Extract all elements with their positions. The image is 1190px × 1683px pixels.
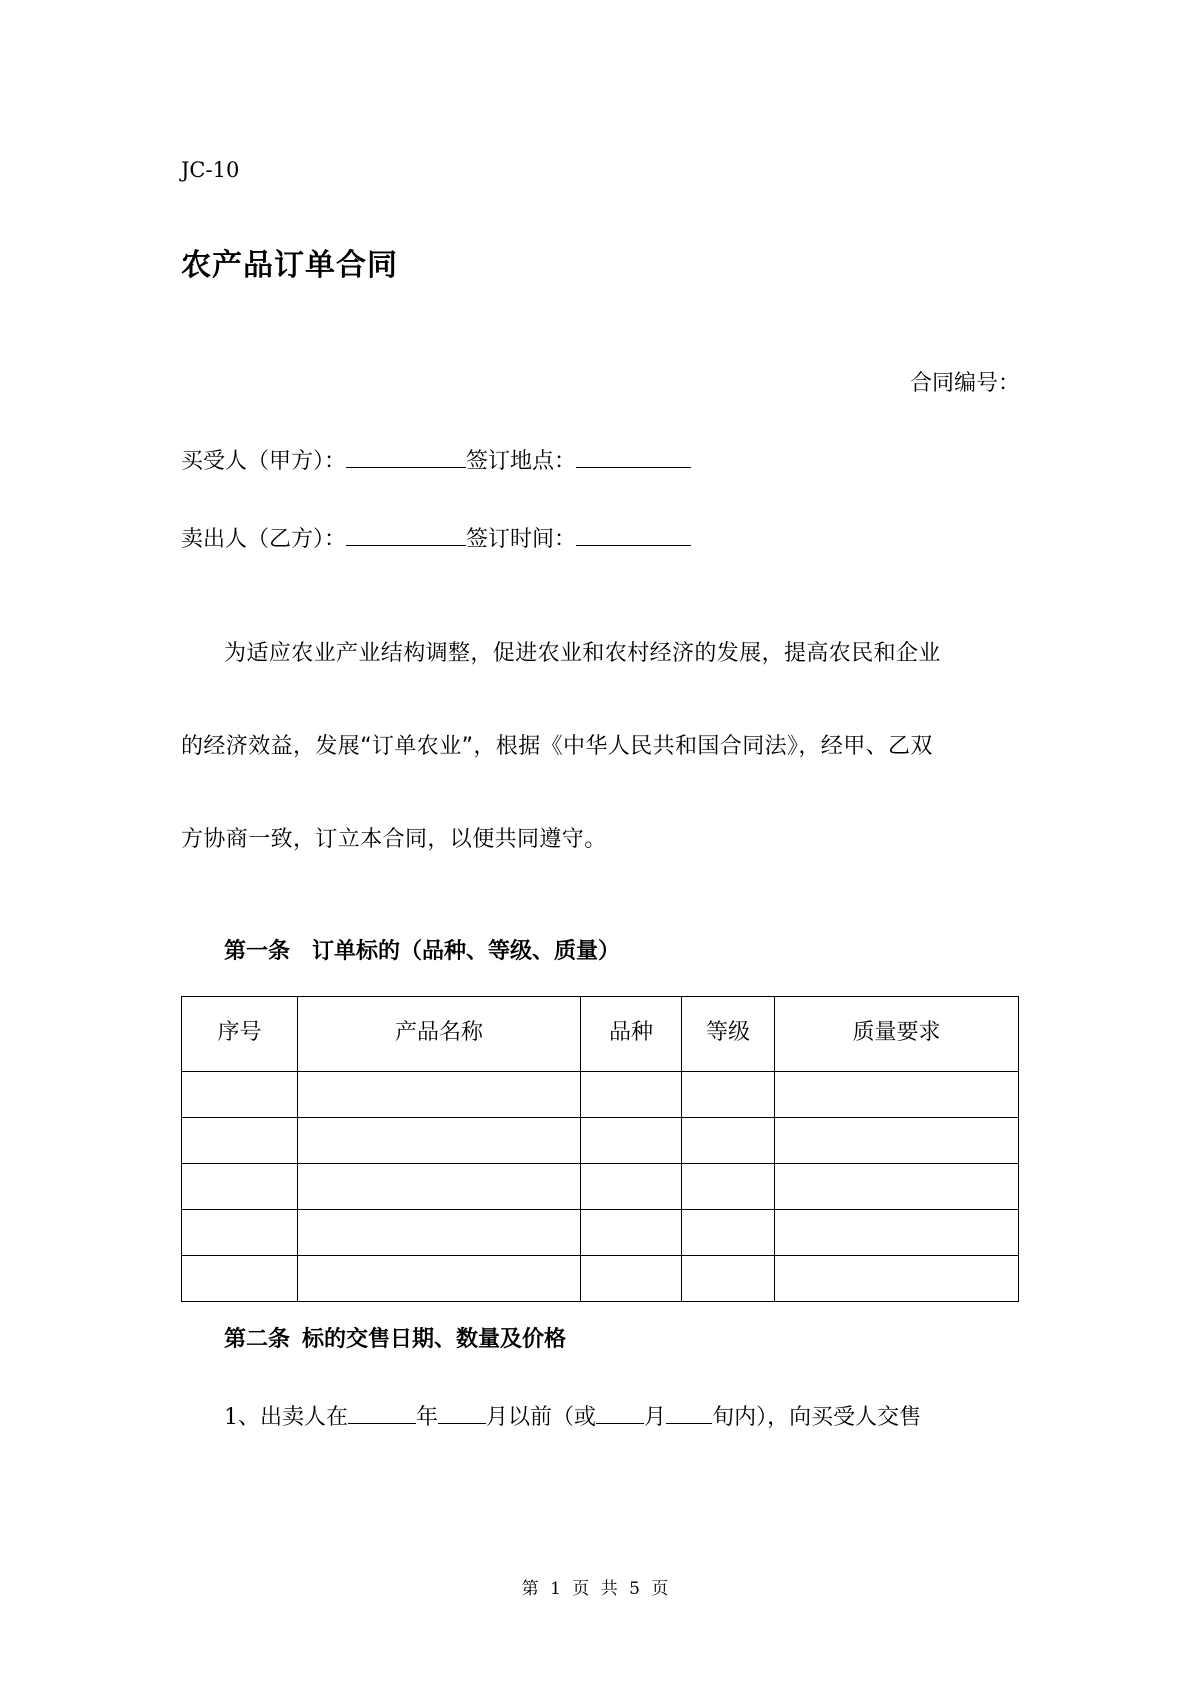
table-cell[interactable]: [298, 1256, 581, 1302]
clause-text-deliver: 旬内），向买受人交售: [712, 1405, 922, 1430]
table-cell[interactable]: [775, 1164, 1019, 1210]
table-cell[interactable]: [298, 1210, 581, 1256]
table-header-row: [182, 997, 1019, 1072]
alt-month-blank[interactable]: [596, 1401, 644, 1424]
table-cell[interactable]: [775, 1256, 1019, 1302]
table-cell[interactable]: [298, 1072, 581, 1118]
seller-line: [181, 522, 691, 553]
article-1-title: 订单标的（品种、等级、质量）: [312, 939, 621, 964]
article-1-heading: [224, 934, 620, 965]
header-product-name: 产品名称: [298, 997, 581, 1072]
table-cell[interactable]: [682, 1210, 775, 1256]
clause-number: 1: [224, 1405, 238, 1430]
table-cell[interactable]: [298, 1164, 581, 1210]
table-row: [182, 1164, 1019, 1210]
clause-text-month: 月: [644, 1405, 667, 1430]
table-cell[interactable]: [775, 1118, 1019, 1164]
header-grade: 等级: [682, 997, 775, 1072]
table-row: [182, 1256, 1019, 1302]
document-title: 农产品订单合同: [181, 248, 398, 283]
buyer-blank[interactable]: [346, 445, 466, 468]
table-cell[interactable]: [775, 1210, 1019, 1256]
preamble-line-3: 方协商一致，订立本合同，以便共同遵守。: [181, 827, 607, 852]
table-cell[interactable]: [182, 1072, 298, 1118]
seller-label: 卖出人（乙方）：: [181, 527, 347, 552]
table-cell[interactable]: [682, 1164, 775, 1210]
signing-time-label: 签订时间：: [466, 527, 577, 552]
product-table: [181, 996, 1019, 1302]
clause-2-1: [224, 1400, 921, 1431]
signing-time-blank[interactable]: [576, 523, 691, 546]
preamble-line-1: 为适应农业产业结构调整，促进农业和农村经济的发展，提高农民和企业: [224, 641, 941, 666]
table-row: [182, 1072, 1019, 1118]
article-1-number: 第一条: [224, 939, 291, 964]
clause-text-month-before: 月以前（或: [486, 1405, 597, 1430]
header-quality-requirement: 质量要求: [775, 997, 1019, 1072]
table-cell[interactable]: [682, 1118, 775, 1164]
table-cell[interactable]: [775, 1072, 1019, 1118]
table-cell[interactable]: [682, 1072, 775, 1118]
table-cell[interactable]: [182, 1118, 298, 1164]
buyer-label: 买受人（甲方）：: [181, 449, 347, 474]
year-blank[interactable]: [348, 1401, 416, 1424]
table-row: [182, 1210, 1019, 1256]
clause-text-year: 年: [416, 1405, 439, 1430]
table-cell[interactable]: [581, 1118, 682, 1164]
table-cell[interactable]: [182, 1256, 298, 1302]
table-row: [182, 1118, 1019, 1164]
table-cell[interactable]: [182, 1210, 298, 1256]
article-2-number: 第二条: [224, 1327, 291, 1352]
article-2-title: 标的交售日期、数量及价格: [302, 1327, 567, 1352]
document-code: JC-10: [181, 158, 240, 182]
signing-place-label: 签订地点：: [466, 449, 577, 474]
period-blank[interactable]: [666, 1401, 712, 1424]
article-2-heading: [224, 1322, 566, 1353]
page-footer: 第 1 页 共 5 页: [521, 1579, 669, 1599]
header-variety: 品种: [581, 997, 682, 1072]
clause-text-seller-in: 、出卖人在: [238, 1405, 349, 1430]
contract-number-label: 合同编号：: [909, 371, 1020, 396]
preamble-line-2: 的经济效益，发展“订单农业”，根据《中华人民共和国合同法》，经甲、乙双: [181, 734, 933, 759]
signing-place-blank[interactable]: [576, 445, 691, 468]
table-cell[interactable]: [298, 1118, 581, 1164]
table-cell[interactable]: [581, 1210, 682, 1256]
seller-blank[interactable]: [346, 523, 466, 546]
table-cell[interactable]: [581, 1072, 682, 1118]
table-cell[interactable]: [581, 1256, 682, 1302]
table-cell[interactable]: [682, 1256, 775, 1302]
table-cell[interactable]: [581, 1164, 682, 1210]
header-serial-no: 序号: [182, 997, 298, 1072]
month-blank[interactable]: [438, 1401, 486, 1424]
buyer-line: [181, 444, 691, 475]
table-cell[interactable]: [182, 1164, 298, 1210]
